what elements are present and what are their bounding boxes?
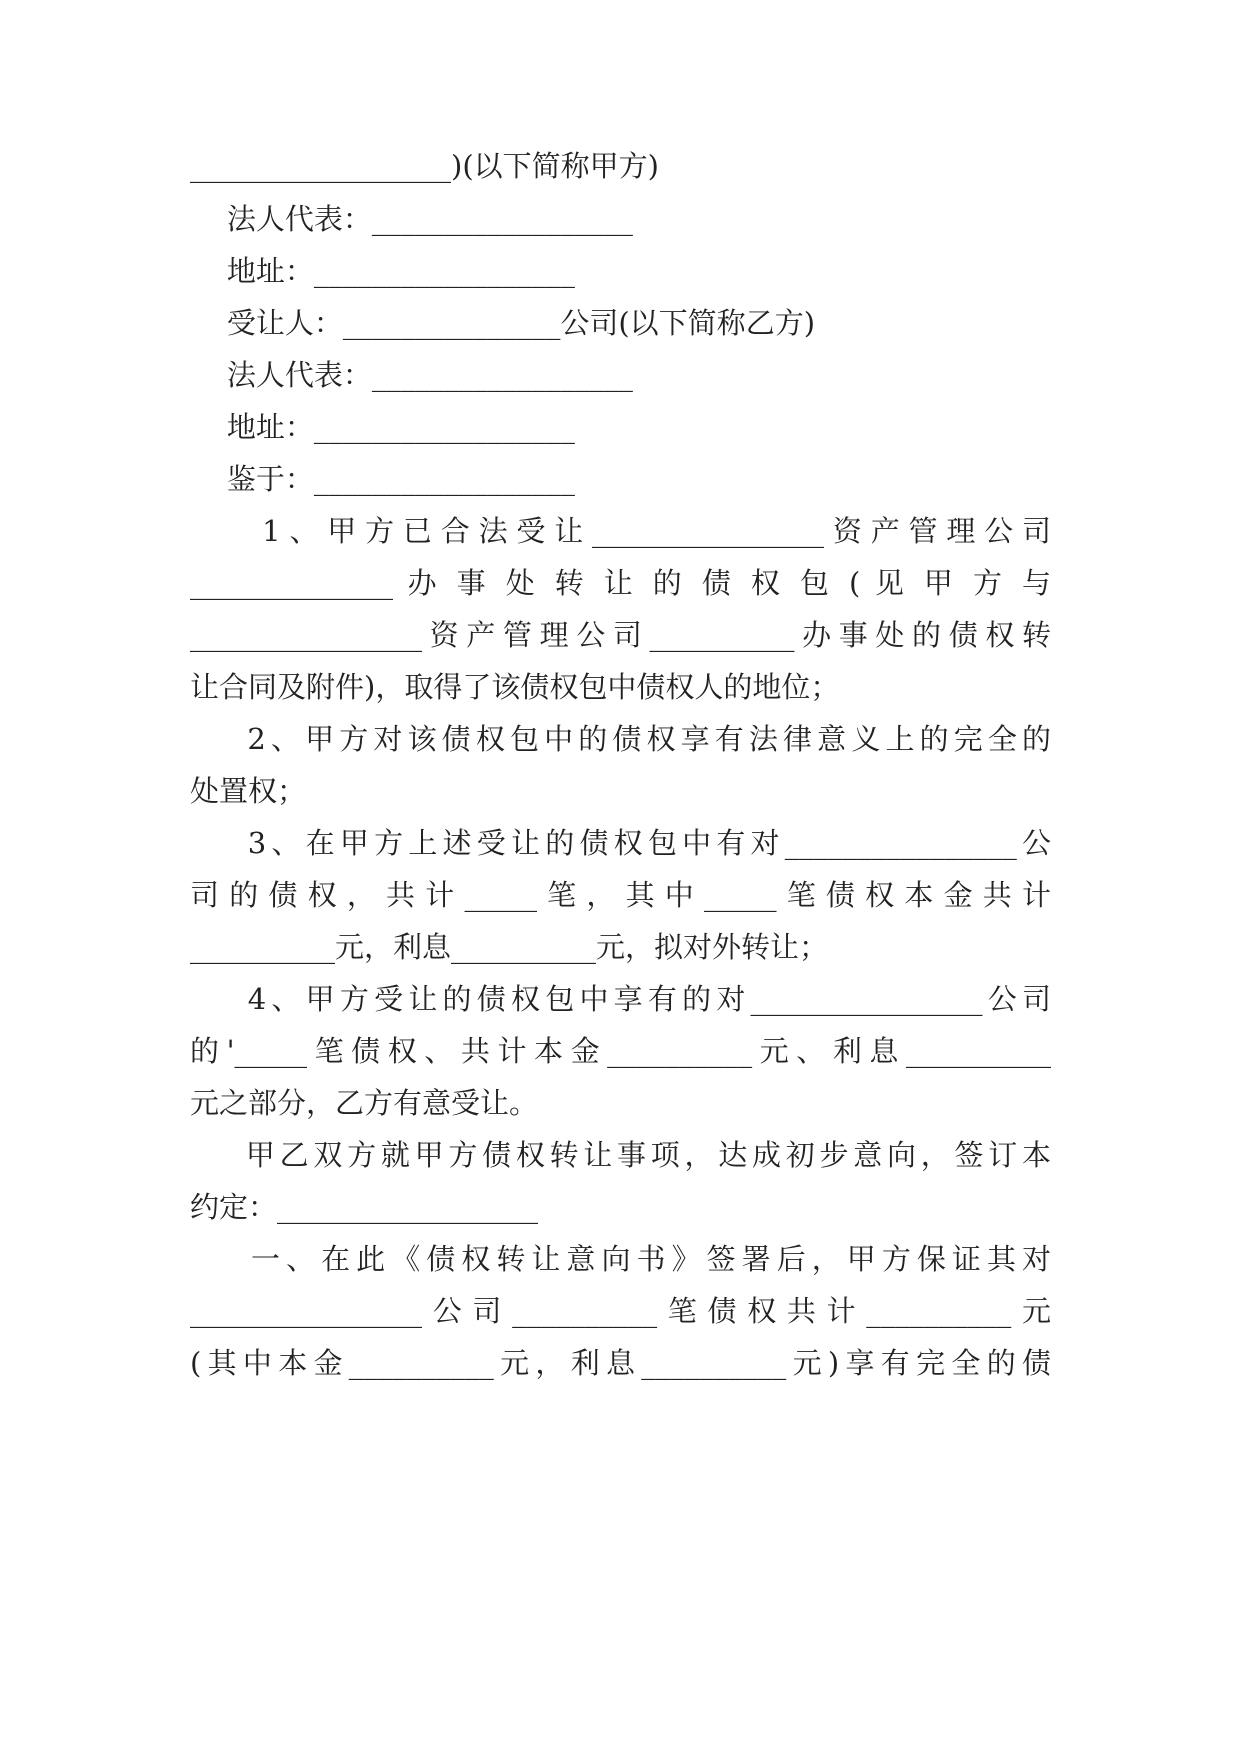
clause-3-line-2: 司的债权，共计_____笔，其中_____笔债权本金共计 xyxy=(190,878,1051,912)
party-a-address-line: 地址：__________________ xyxy=(190,254,575,288)
clause-4-line-1: 4、甲方受让的债权包中享有的对________________公司 xyxy=(190,982,1051,1016)
article-1-line-2: ________________公司__________笔债权共计__________元 xyxy=(190,1294,1051,1328)
party-a-legal-rep-line: 法人代表：__________________ xyxy=(190,202,633,236)
clause-4-line-3: 元之部分，乙方有意受让。 xyxy=(190,1086,539,1120)
clause-1-line-2: ______________ 办 事 处 转 让 的 债 权 包 ( 见 甲 方 与 xyxy=(190,566,1051,600)
clause-3-line-1: 3、在甲方上述受让的债权包中有对________________公 xyxy=(190,826,1051,860)
clause-2-line-2: 处置权； xyxy=(190,774,307,808)
agreement-intro-line-1: 甲乙双方就甲方债权转让事项，达成初步意向，签订本 xyxy=(190,1138,1051,1172)
clause-3-line-3: __________元，利息__________元，拟对外转让； xyxy=(190,930,829,964)
whereas-line: 鉴于：__________________ xyxy=(190,462,575,496)
party-b-address-line: 地址：__________________ xyxy=(190,410,575,444)
agreement-intro-line-2: 约定：__________________ xyxy=(190,1190,539,1224)
clause-2-line-1: 2、甲方对该债权包中的债权享有法律意义上的完全的 xyxy=(190,722,1051,756)
party-a-line: __________________)(以下简称甲方) xyxy=(190,149,659,183)
clause-1-line-3: ________________资产管理公司__________办事处的债权转 xyxy=(190,618,1051,652)
clause-1-line-4: 让合同及附件)，取得了该债权包中债权人的地位； xyxy=(190,670,840,704)
clause-4-line-2: 的'_____笔债权、共计本金__________元、利息__________ xyxy=(190,1034,1051,1068)
clause-1-line-1: 1、甲方已合法受让________________资产管理公司 xyxy=(190,514,1051,548)
transferee-line: 受让人：_______________公司(以下简称乙方) xyxy=(190,306,816,340)
party-b-legal-rep-line: 法人代表：__________________ xyxy=(190,358,633,392)
article-1-line-3: (其中本金__________元，利息__________元)享有完全的债 xyxy=(190,1346,1051,1380)
article-1-line-1: 一、在此《债权转让意向书》签署后，甲方保证其对 xyxy=(190,1242,1051,1276)
